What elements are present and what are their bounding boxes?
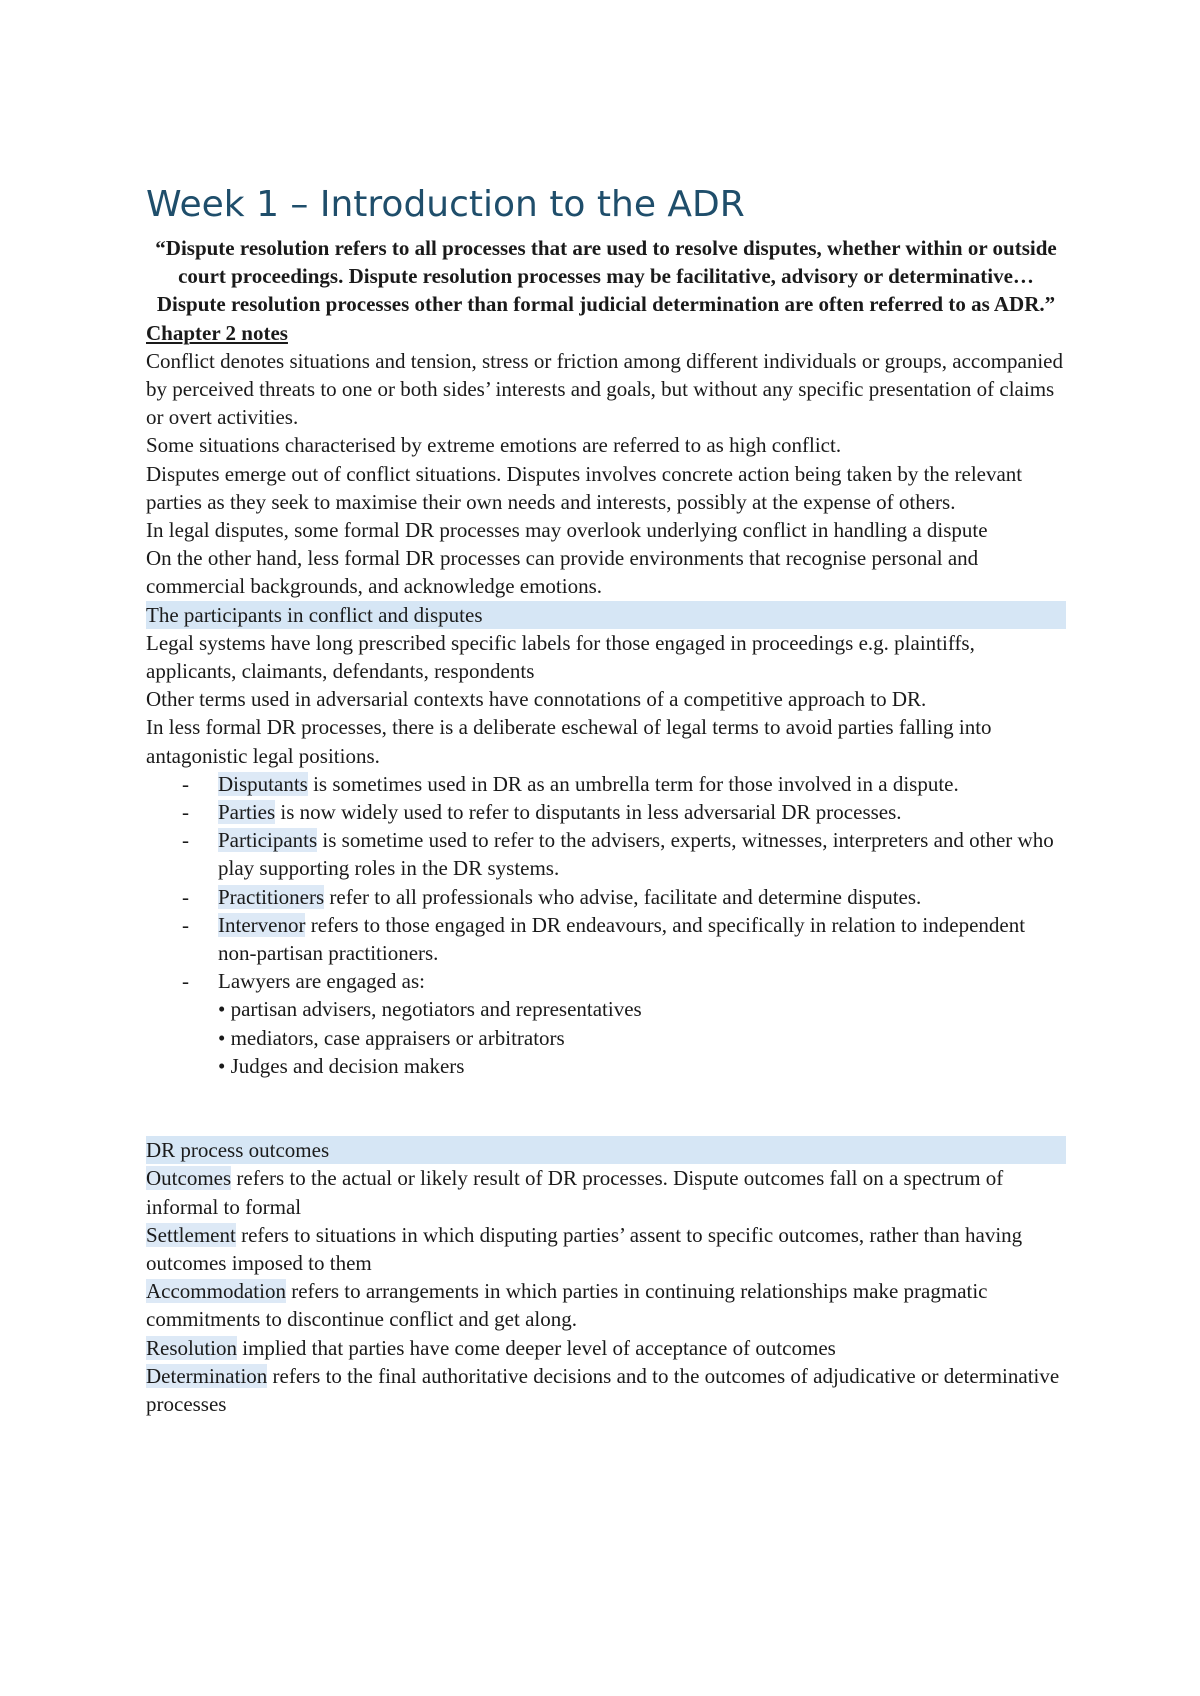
term-highlight: Disputants bbox=[218, 771, 308, 796]
lawyer-role: • mediators, case appraisers or arbitrators bbox=[218, 1025, 565, 1050]
outcome-paragraph bbox=[146, 1362, 1066, 1418]
outcome-paragraph bbox=[146, 1221, 1066, 1277]
paragraph: Conflict denotes situations and tension, stress or friction among different individuals or groups, accompanied by perceived threats to one or both sides’ interests and goals, but without any specific presentation of claims or overt activities. bbox=[146, 348, 1064, 430]
dash-bullet: - bbox=[182, 800, 189, 825]
term-description: implied that parties have come deeper level of acceptance of outcomes bbox=[237, 1335, 836, 1360]
outcomes-paragraphs bbox=[146, 1164, 1066, 1418]
term-highlight: Practitioners bbox=[218, 884, 325, 909]
term-description: is now widely used to refer to disputants in less adversarial DR processes. bbox=[275, 800, 902, 825]
term-highlight: Participants bbox=[218, 828, 318, 853]
paragraph: In legal disputes, some formal DR processes may overlook underlying conflict in handling a dispute bbox=[146, 518, 988, 543]
list-item bbox=[182, 911, 1066, 967]
term-description: refers to the final authoritative decisions and to the outcomes of adjudicative or determinative processes bbox=[146, 1363, 1060, 1416]
intro-paragraphs bbox=[146, 347, 1066, 601]
dash-bullet: - bbox=[182, 969, 189, 994]
paragraph: In less formal DR processes, there is a deliberate eschewal of legal terms to avoid parties falling into antagonistic legal positions. bbox=[146, 715, 992, 768]
dash-bullet: - bbox=[182, 771, 189, 796]
chapter-heading: Chapter 2 notes bbox=[146, 320, 288, 345]
section-heading-outcomes: DR process outcomes bbox=[146, 1136, 1066, 1164]
term-highlight: Outcomes bbox=[146, 1166, 232, 1191]
paragraph: Disputes emerge out of conflict situations. Disputes involves concrete action being taken by the relevant parties as they seek to maximise their own needs and interests, possibly at the expense of others. bbox=[146, 461, 1023, 514]
term-description: refers to the actual or likely result of DR processes. Dispute outcomes fall on a spectrum of informal to formal bbox=[146, 1166, 1004, 1219]
term-highlight: Parties bbox=[218, 800, 276, 825]
dash-bullet: - bbox=[182, 828, 189, 853]
participants-paragraphs bbox=[146, 629, 1066, 770]
term-highlight: Determination bbox=[146, 1363, 268, 1388]
term-description: refers to situations in which disputing parties’ assent to specific outcomes, rather than having outcomes imposed to them bbox=[146, 1222, 1023, 1275]
term-description: is sometimes used in DR as an umbrella term for those involved in a dispute. bbox=[307, 771, 959, 796]
term-highlight: Accommodation bbox=[146, 1279, 286, 1304]
term-description: refers to arrangements in which parties in continuing relationships make pragmatic commitments to discontinue conflict and get along. bbox=[146, 1279, 988, 1332]
list-item-lawyers bbox=[182, 967, 1066, 1080]
page-title: Week 1 – Introduction to the ADR bbox=[146, 184, 745, 225]
lawyer-role: • partisan advisers, negotiators and representatives bbox=[218, 997, 642, 1022]
paragraph: Legal systems have long prescribed specific labels for those engaged in proceedings e.g. plaintiffs, applicants, claimants, defendants, respondents bbox=[146, 630, 975, 684]
paragraph: On the other hand, less formal DR processes can provide environments that recognise personal and commercial backgrounds, and acknowledge emotions. bbox=[146, 546, 979, 599]
terms-list bbox=[146, 770, 1066, 1080]
dash-bullet: - bbox=[182, 884, 189, 909]
term-highlight: Settlement bbox=[146, 1222, 236, 1247]
definition-quote bbox=[152, 234, 1060, 319]
paragraph: Other terms used in adversarial contexts have connotations of a competitive approach to DR. bbox=[146, 687, 927, 712]
term-description: refer to all professionals who advise, facilitate and determine disputes. bbox=[324, 884, 922, 909]
outcome-paragraph bbox=[146, 1334, 1066, 1362]
term-description: is sometime used to refer to the advisers, experts, witnesses, interpreters and other who play supporting roles in the DR systems. bbox=[218, 828, 1054, 881]
dash-bullet: - bbox=[182, 912, 189, 937]
list-item bbox=[182, 798, 1066, 826]
document-page bbox=[146, 180, 1066, 1418]
outcome-paragraph bbox=[146, 1164, 1066, 1220]
term-description: refers to those engaged in DR endeavours, and specifically in relation to independent non-partisan practitioners. bbox=[218, 912, 1026, 966]
quote-text: “Dispute resolution refers to all processes that are used to resolve disputes, whether within or outside court proceedings. Dispute resolution processes may be facilitative, advisory or determinative… Dispute resolution processes other than formal judicial determination are often referred to as ADR.” bbox=[155, 236, 1057, 317]
list-item bbox=[182, 826, 1066, 882]
lawyers-label: Lawyers are engaged as: bbox=[218, 969, 425, 994]
term-highlight: Resolution bbox=[146, 1335, 238, 1360]
list-item bbox=[182, 883, 1066, 911]
section-heading-participants: The participants in conflict and disputes bbox=[146, 601, 1066, 629]
term-highlight: Intervenor bbox=[218, 912, 306, 937]
paragraph: Some situations characterised by extreme emotions are referred to as high conflict. bbox=[146, 433, 842, 458]
lawyer-role: • Judges and decision makers bbox=[218, 1053, 465, 1078]
list-item bbox=[182, 770, 1066, 798]
outcome-paragraph bbox=[146, 1277, 1066, 1333]
spacer bbox=[146, 1080, 1066, 1136]
